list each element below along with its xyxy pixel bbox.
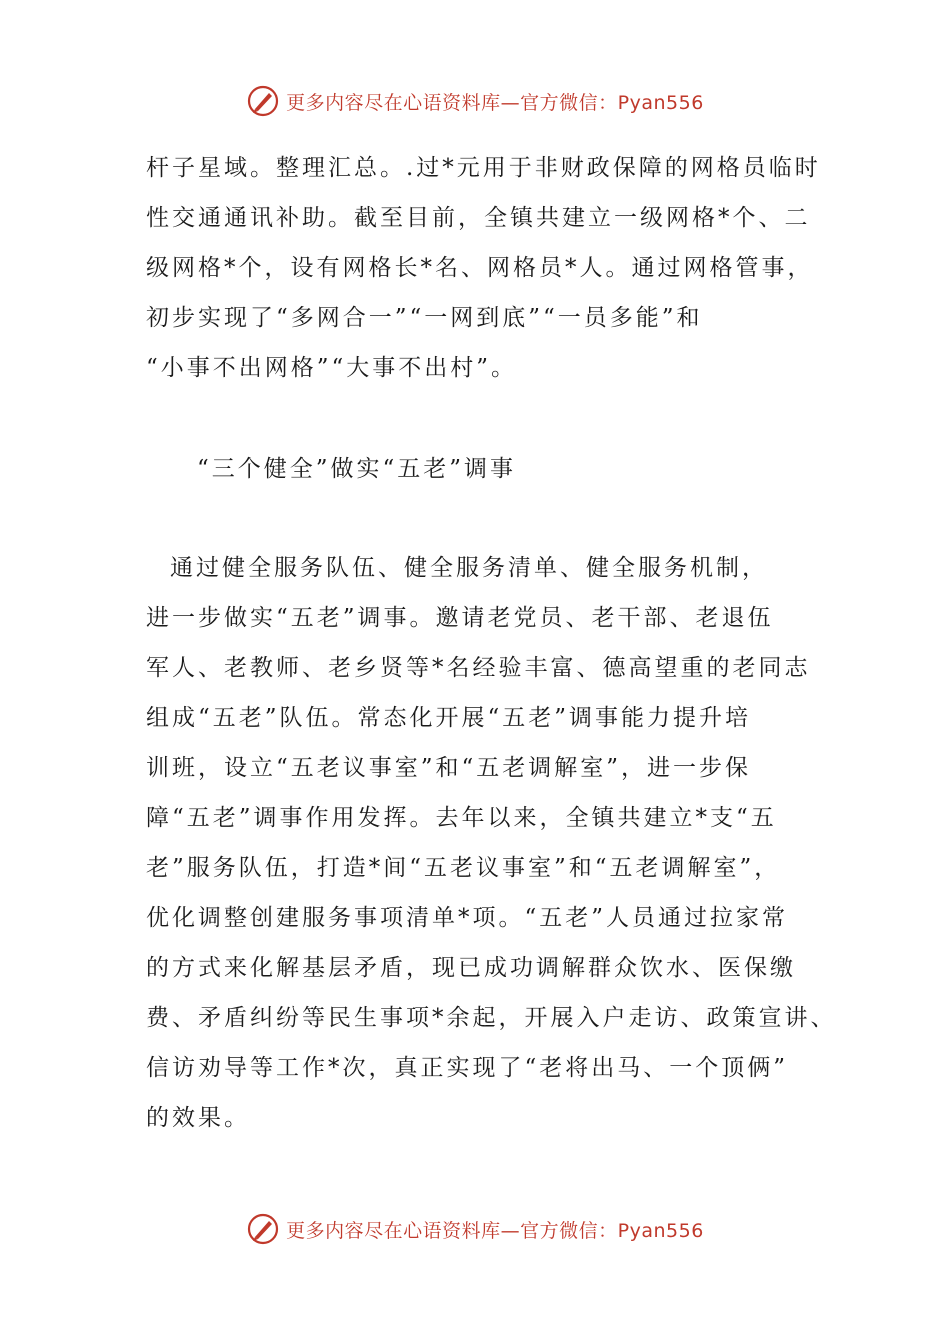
- header-watermark-banner: [0, 84, 950, 118]
- text-line: 老”服务队伍，打造*间“五老议事室”和“五老调解室”，: [146, 855, 781, 881]
- text-line: 级网格*个，设有网格长*名、网格员*人。通过网格管事，: [146, 255, 814, 281]
- watermark-text: 更多内容尽在心语资料库—官方微信：Pyan556: [286, 91, 704, 114]
- text-line: 的效果。: [146, 1105, 250, 1131]
- text-line-indented: 通过健全服务队伍、健全服务清单、健全服务机制，: [170, 555, 768, 581]
- text-line: 性交通通讯补助。截至目前，全镇共建立一级网格*个、二: [146, 205, 811, 231]
- paragraph-five-elders: [146, 543, 837, 1143]
- text-line: “小事不出网格”“大事不出村”。: [146, 355, 518, 381]
- text-line: 军人、老教师、老乡贤等*名经验丰富、德高望重的老同志: [146, 655, 811, 681]
- text-line: 信访劝导等工作*次，真正实现了“老将出马、一个顶俩”: [146, 1055, 789, 1081]
- text-line: 训班，设立“五老议事室”和“五老调解室”，进一步保: [146, 755, 752, 781]
- footer-watermark-banner: [0, 1212, 950, 1246]
- text-line: 组成“五老”队伍。常态化开展“五老”调事能力提升培: [146, 705, 752, 731]
- text-line: 障“五老”调事作用发挥。去年以来，全镇共建立*支“五: [146, 805, 777, 831]
- text-line: 进一步做实“五老”调事。邀请老党员、老干部、老退伍: [146, 605, 774, 631]
- text-line: 优化调整创建服务事项清单*项。“五老”人员通过拉家常: [146, 905, 789, 931]
- pen-logo-icon: [246, 1212, 280, 1246]
- text-line: 费、矛盾纠纷等民生事项*余起，开展入户走访、政策宣讲、: [146, 1005, 837, 1031]
- watermark-text: 更多内容尽在心语资料库—官方微信：Pyan556: [286, 1219, 704, 1242]
- pen-logo-icon: [246, 84, 280, 118]
- text-line: 的方式来化解基层矛盾，现已成功调解群众饮水、医保缴: [146, 955, 796, 981]
- text-line: 杆子星域。整理汇总。.过*元用于非财政保障的网格员临时: [146, 155, 821, 181]
- text-line: 初步实现了“多网合一”“一网到底”“一员多能”和: [146, 305, 703, 331]
- section-heading: “三个健全”做实“五老”调事: [197, 456, 517, 482]
- paragraph-grid-management: [146, 143, 821, 393]
